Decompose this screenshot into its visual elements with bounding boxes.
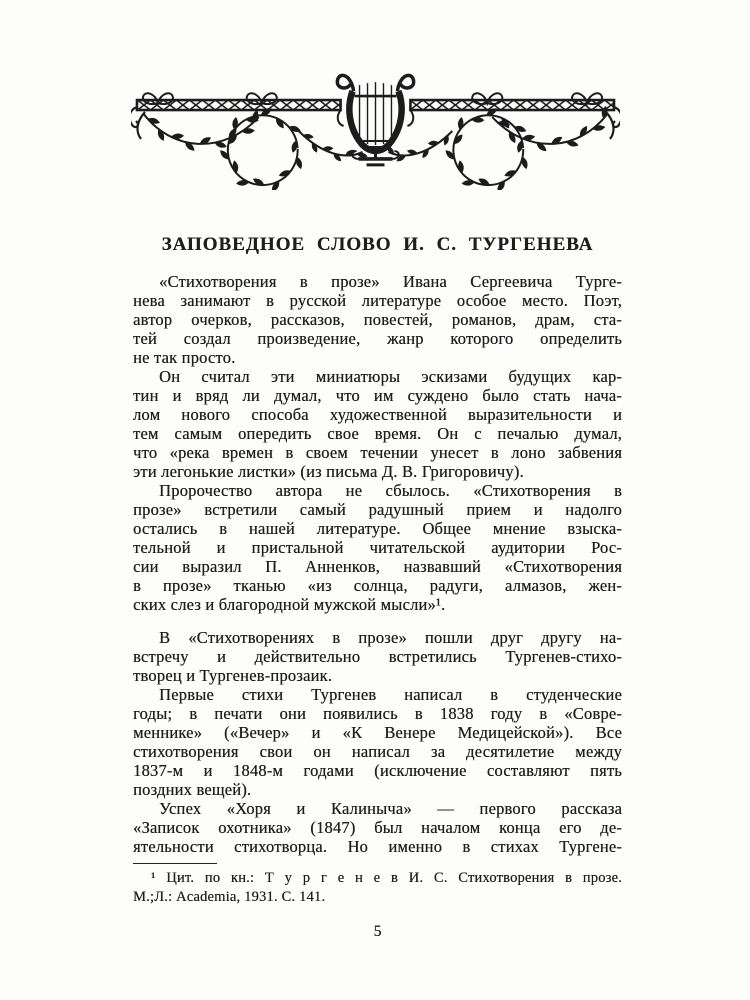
paragraph bbox=[133, 481, 622, 614]
page-number: 5 bbox=[373, 923, 382, 940]
text-line: поздних вещей). bbox=[133, 780, 252, 799]
header-ornament bbox=[131, 55, 620, 190]
text-line: М.;Л.: Academia, 1931. С. 141. bbox=[133, 889, 326, 905]
footnote-rule bbox=[133, 863, 217, 864]
paragraph bbox=[133, 628, 622, 685]
text-line: в прозе» тканью «из солнца, радуги, алмазов, жен- bbox=[133, 576, 622, 595]
text-line: остались в нашей литературе. Общее мнение взыска- bbox=[133, 519, 622, 538]
text-line: Успех «Хоря и Калиныча» — первого рассказа bbox=[159, 799, 622, 818]
text-line: ¹ Цит. по кн.: Т у р г е н е в И. С. Стихотворения в прозе. bbox=[151, 870, 622, 886]
text-line: тельной и пристальной читательской аудитории Рос- bbox=[133, 538, 622, 557]
text-line: тем самым опередить свое время. Он с печалью думал, bbox=[133, 424, 622, 443]
text-line: Пророчество автора не сбылось. «Стихотворения в bbox=[159, 481, 622, 500]
body-text bbox=[133, 272, 622, 856]
text-line: тин и вряд ли думал, что им суждено было стать нача- bbox=[133, 386, 622, 405]
text-line: лом нового способа художественной выразительности и bbox=[133, 405, 622, 424]
text-line: меннике» («Вечер» и «К Венере Медицейской»). Все bbox=[133, 723, 622, 742]
page-title: ЗАПОВЕДНОЕ СЛОВО И. С. ТУРГЕНЕВА bbox=[161, 234, 594, 255]
text-line: годы; в печати они появились в 1838 году в «Совре- bbox=[133, 704, 622, 723]
footnote bbox=[133, 863, 622, 907]
text-line: прозе» встретили самый радушный прием и надолго bbox=[133, 500, 622, 519]
paragraph bbox=[133, 799, 622, 856]
text-line: Первые стихи Тургенев написал в студенческие bbox=[159, 685, 622, 704]
text-line: эти легонькие листки» (из письма Д. В. Григоровичу). bbox=[133, 462, 524, 481]
text-line: В «Стихотворениях в прозе» пошли друг другу на- bbox=[159, 628, 622, 647]
text-line: ятельности стихотворца. Но именно в стихах Тургене- bbox=[133, 837, 622, 856]
footnote-text bbox=[133, 869, 622, 907]
text-line: автор очерков, рассказов, повестей, романов, драм, ста- bbox=[133, 310, 622, 329]
text-line: стихотворения свои он написал за десятилетие между bbox=[133, 742, 622, 761]
text-line: ских слез и благородной мужской мысли»¹. bbox=[133, 595, 446, 614]
paragraph bbox=[133, 272, 622, 367]
text-line: 1837-м и 1848-м годами (исключение составляют пять bbox=[133, 761, 622, 780]
text-line: творец и Тургенев-прозаик. bbox=[133, 666, 333, 685]
text-line: сии выразил П. Анненков, назвавший «Стихотворения bbox=[133, 557, 622, 576]
text-line: Он считал эти миниатюры эскизами будущих кар- bbox=[159, 367, 622, 386]
text-line: «Стихотворения в прозе» Ивана Сергеевича Турге- bbox=[159, 272, 622, 291]
text-line: нева занимают в русской литературе особое место. Поэт, bbox=[133, 291, 622, 310]
text-line: «Записок охотника» (1847) был началом конца его де- bbox=[133, 818, 622, 837]
text-line: не так просто. bbox=[133, 348, 236, 367]
paragraph bbox=[133, 367, 622, 481]
text-line: что «река времен в своем течении унесет в лоно забвения bbox=[133, 443, 622, 462]
text-line: тей создал произведение, жанр которого определить bbox=[133, 329, 622, 348]
text-line: встречу и действительно встретились Тургенев-стихо- bbox=[133, 647, 622, 666]
paragraph bbox=[133, 685, 622, 799]
